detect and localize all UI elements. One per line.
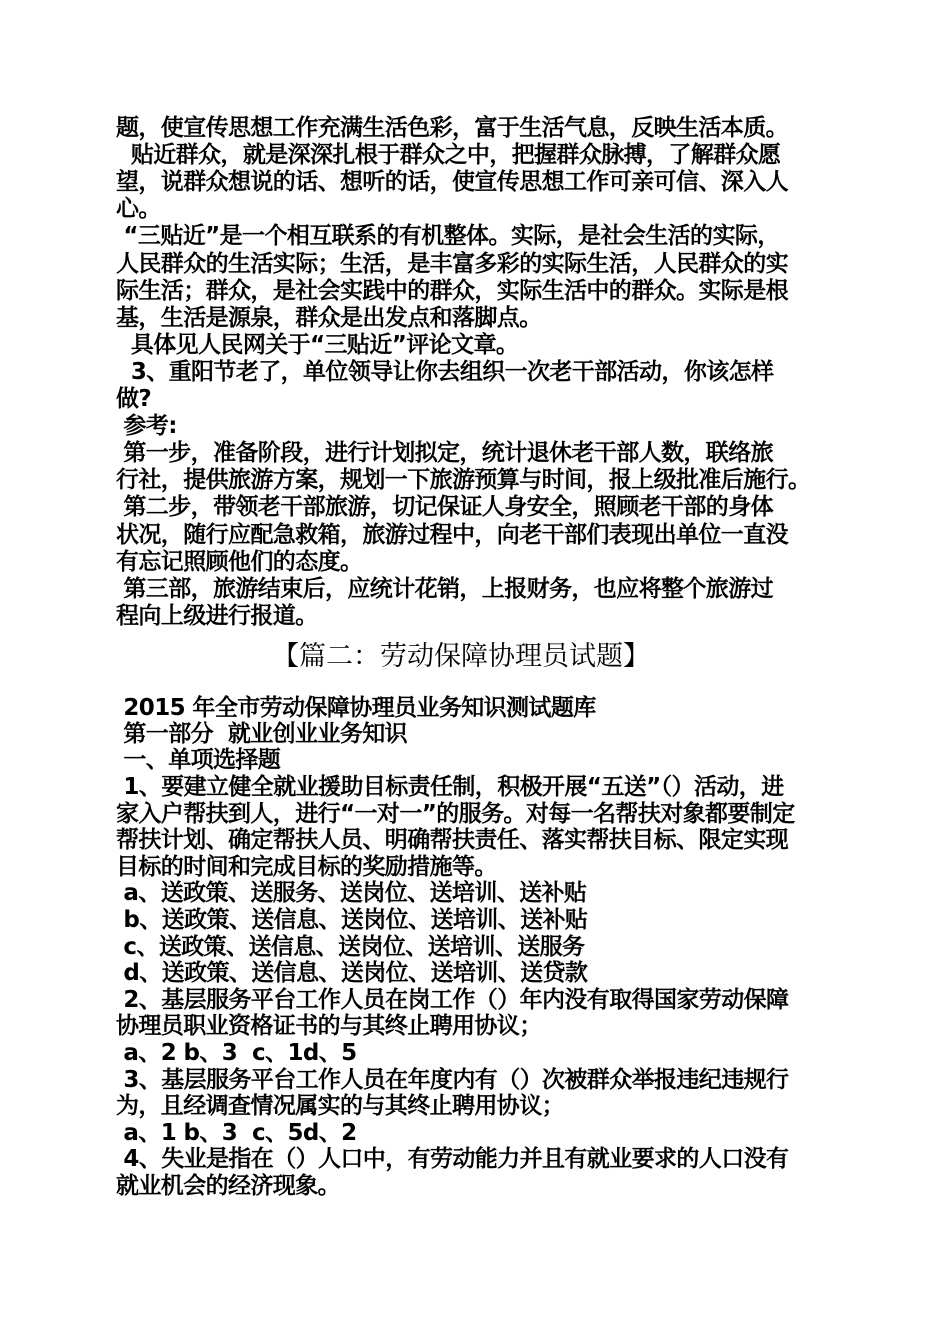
text-line: 3、基层服务平台工作人员在年度内有（）次被群众举报违纪违规行 bbox=[116, 1066, 789, 1093]
text-line: 基，生活是源泉，群众是出发点和落脚点。 bbox=[116, 304, 542, 331]
question-type-heading: 一、单项选择题 bbox=[116, 747, 281, 773]
text-line: 第三部，旅游结束后，应统计花销，上报财务，也应将整个旅游过 bbox=[116, 575, 774, 602]
text-line: a、2 b、3 c、1d、5 bbox=[116, 1040, 357, 1066]
text-line: 题，使宣传思想工作充满生活色彩，富于生活气息，反映生活本质。 bbox=[116, 115, 789, 141]
text-line: 家入户帮扶到人，进行“一对一”的服务。对每一名帮扶对象都要制定 bbox=[116, 800, 795, 827]
text-line: 为，且经调查情况属实的与其终止聘用协议； bbox=[116, 1093, 565, 1120]
text-line: 贴近群众，就是深深扎根于群众之中，把握群众脉搏，了解群众愿 bbox=[116, 142, 781, 169]
text-line: a、1 b、3 c、5d、2 bbox=[116, 1119, 357, 1146]
text-line: 4、失业是指在（）人口中，有劳动能力并且有就业要求的人口没有 bbox=[116, 1146, 789, 1173]
text-line: c、送政策、送信息、送岗位、送培训、送服务 bbox=[116, 933, 585, 960]
part-heading: 第一部分 就业创业业务知识 bbox=[116, 721, 408, 747]
text-line: 望，说群众想说的话、想听的话，使宣传思想工作可亲可信、深入人 bbox=[116, 169, 789, 196]
text-line: 就业机会的经济现象。 bbox=[116, 1173, 341, 1199]
text-line: 参考: bbox=[116, 413, 177, 440]
text-line: 人民群众的生活实际；生活，是丰富多彩的实际生活，人民群众的实 bbox=[116, 250, 789, 277]
text-line: 心。 bbox=[116, 196, 161, 223]
text-line: 做? bbox=[116, 386, 152, 412]
text-line: 帮扶计划、确定帮扶人员、明确帮扶责任、落实帮扶目标、限定实现 bbox=[116, 827, 789, 854]
text-line: 有忘记照顾他们的态度。 bbox=[116, 548, 363, 575]
question-bank-heading: 2015 年全市劳动保障协理员业务知识测试题库 bbox=[116, 695, 596, 721]
text-line: 第二步，带领老干部旅游，切记保证人身安全，照顾老干部的身体 bbox=[116, 494, 774, 521]
section-title: 【篇二：劳动保障协理员试题】 bbox=[272, 641, 650, 672]
text-line: 目标的时间和完成目标的奖励措施等。 bbox=[116, 853, 497, 880]
text-line: 程向上级进行报道。 bbox=[116, 602, 318, 629]
text-line: 3、重阳节老了，单位领导让你去组织一次老干部活动，你该怎样 bbox=[116, 358, 774, 385]
text-line: 状况，随行应配急救箱，旅游过程中，向老干部们表现出单位一直没 bbox=[116, 521, 789, 548]
text-line: a、送政策、送服务、送岗位、送培训、送补贴 bbox=[116, 880, 587, 907]
text-line: b、送政策、送信息、送岗位、送培训、送补贴 bbox=[116, 907, 588, 933]
text-line: 2、基层服务平台工作人员在岗工作（）年内没有取得国家劳动保障 bbox=[116, 986, 789, 1013]
text-line: 际生活；群众，是社会实践中的群众，实际生活中的群众。实际是根 bbox=[116, 277, 789, 304]
text-line: 行社，提供旅游方案，规划一下旅游预算与时间，报上级批准后施行。 bbox=[116, 467, 811, 494]
text-line: 1、要建立健全就业援助目标责任制，积极开展“五送”（）活动，进 bbox=[116, 774, 784, 800]
text-line: d、送政策、送信息、送岗位、送培训、送贷款 bbox=[116, 960, 588, 987]
text-line: “三贴近”是一个相互联系的有机整体。实际，是社会生活的实际， bbox=[116, 223, 780, 250]
text-line: 协理员职业资格证书的与其终止聘用协议； bbox=[116, 1013, 542, 1040]
text-line: 具体见人民网关于“三贴近”评论文章。 bbox=[116, 331, 519, 358]
text-line: 第一步，准备阶段，进行计划拟定，统计退休老干部人数，联络旅 bbox=[116, 440, 774, 467]
